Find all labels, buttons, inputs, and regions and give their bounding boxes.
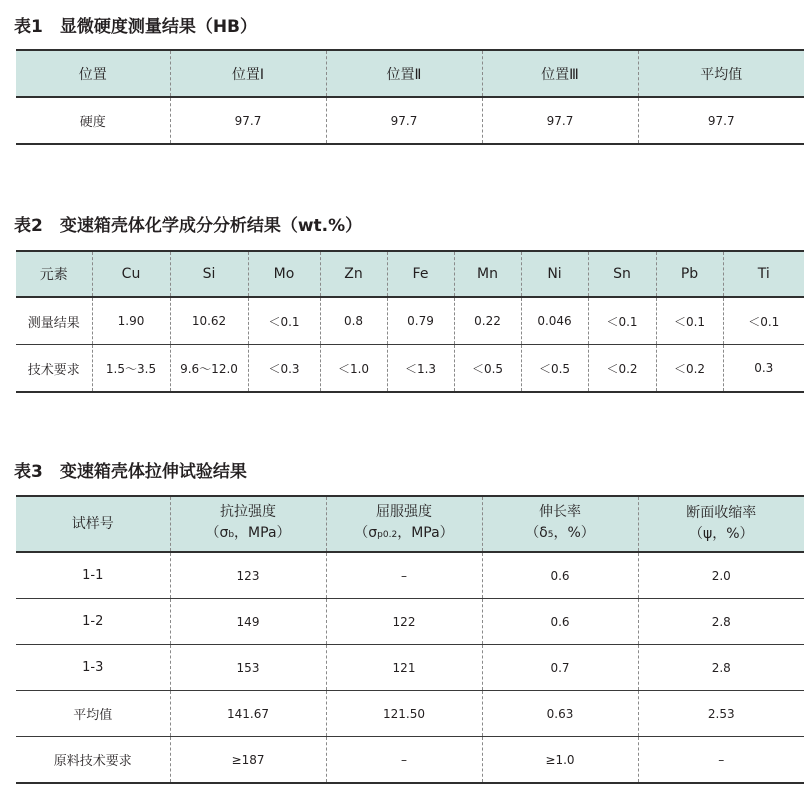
table-cell: 122 <box>326 599 482 645</box>
table-cell: 9.6～12.0 <box>170 345 248 393</box>
table-row <box>16 345 804 393</box>
table-cell: 测量结果 <box>16 297 92 345</box>
table-cell: – <box>638 737 804 784</box>
table-cell: 149 <box>170 599 326 645</box>
chemical-composition-table <box>16 250 804 393</box>
header-unit <box>327 523 482 546</box>
header-cell: 位置Ⅱ <box>326 50 482 97</box>
table-cell: ＜1.0 <box>320 345 387 393</box>
table-cell: ＜0.3 <box>248 345 320 393</box>
table-cell: 1-3 <box>16 645 170 691</box>
header-cell <box>638 496 804 552</box>
header-unit-subscript: 5 <box>547 530 554 540</box>
table-cell: ＜0.1 <box>588 297 656 345</box>
table-cell: ＜0.1 <box>723 297 804 345</box>
header-cell: 位置Ⅲ <box>482 50 638 97</box>
header-cell: Zn <box>320 251 387 297</box>
header-cell: Ni <box>521 251 588 297</box>
table-cell: 10.62 <box>170 297 248 345</box>
table-row <box>16 297 804 345</box>
table-cell: ＜0.5 <box>521 345 588 393</box>
table-cell: 0.79 <box>387 297 454 345</box>
table3-title: 表3 变速箱壳体拉伸试验结果 <box>14 462 247 482</box>
header-unit-symbol: （δ <box>525 525 548 541</box>
table-cell: ＜0.2 <box>656 345 723 393</box>
table-cell: 0.6 <box>482 599 638 645</box>
table-cell: 硬度 <box>16 97 170 144</box>
table-row <box>16 645 804 691</box>
table-cell: 0.7 <box>482 645 638 691</box>
table-cell: 原料技术要求 <box>16 737 170 784</box>
header-unit <box>483 523 638 546</box>
header-cell: Ti <box>723 251 804 297</box>
header-label: 试样号 <box>71 515 114 532</box>
table-cell: 123 <box>170 552 326 599</box>
table-cell: 1.90 <box>92 297 170 345</box>
header-cell: Fe <box>387 251 454 297</box>
header-unit-text: ，MPa） <box>397 525 454 541</box>
table-cell: ＜0.1 <box>248 297 320 345</box>
table-cell: 0.3 <box>723 345 804 393</box>
header-unit-symbol: （σ <box>205 525 229 541</box>
table-row <box>16 737 804 784</box>
table-cell: 141.67 <box>170 691 326 737</box>
table-cell: 0.046 <box>521 297 588 345</box>
table-cell: 97.7 <box>482 97 638 144</box>
header-cell: 位置 <box>16 50 170 97</box>
table-cell: – <box>326 552 482 599</box>
table-cell: 0.8 <box>320 297 387 345</box>
header-unit-subscript: p0.2 <box>377 530 398 540</box>
header-cell: Pb <box>656 251 723 297</box>
header-cell: Mn <box>454 251 521 297</box>
table-cell: 97.7 <box>170 97 326 144</box>
header-label: 断面收缩率 <box>686 505 757 521</box>
table-cell: ＜0.2 <box>588 345 656 393</box>
table2-title: 表2 变速箱壳体化学成分分析结果（wt.%） <box>14 216 363 236</box>
table-cell: 1-1 <box>16 552 170 599</box>
table-cell: 0.6 <box>482 552 638 599</box>
header-cell <box>16 496 170 552</box>
table-cell: 97.7 <box>638 97 804 144</box>
tensile-test-table <box>16 495 804 784</box>
table-row <box>16 552 804 599</box>
header-cell: 平均值 <box>638 50 804 97</box>
header-cell: 元素 <box>16 251 92 297</box>
header-cell: Si <box>170 251 248 297</box>
header-unit: （ψ，%） <box>688 526 754 542</box>
table-cell: 153 <box>170 645 326 691</box>
header-cell: Cu <box>92 251 170 297</box>
table-cell: 0.63 <box>482 691 638 737</box>
table-header-row <box>16 50 804 97</box>
header-unit-text: ，MPa） <box>234 525 291 541</box>
header-unit-symbol: （σ <box>354 525 378 541</box>
header-unit <box>171 523 326 546</box>
table-cell: ＜1.3 <box>387 345 454 393</box>
header-cell: Sn <box>588 251 656 297</box>
table-cell: 97.7 <box>326 97 482 144</box>
table-cell: ≥1.0 <box>482 737 638 784</box>
header-cell: 位置Ⅰ <box>170 50 326 97</box>
table-cell: 2.53 <box>638 691 804 737</box>
header-cell: Mo <box>248 251 320 297</box>
table-cell: 技术要求 <box>16 345 92 393</box>
header-cell <box>326 496 482 552</box>
table-cell: ≥187 <box>170 737 326 784</box>
table-row <box>16 599 804 645</box>
header-cell <box>170 496 326 552</box>
table1-title: 表1 显微硬度测量结果（HB） <box>14 17 258 37</box>
table-cell: 2.8 <box>638 599 804 645</box>
header-cell <box>482 496 638 552</box>
header-label: 抗拉强度 <box>220 504 276 520</box>
header-label: 屈服强度 <box>376 504 432 520</box>
table-cell: – <box>326 737 482 784</box>
table-cell: 1-2 <box>16 599 170 645</box>
header-unit-subscript: b <box>228 530 235 540</box>
header-unit-text: ，%） <box>553 525 595 541</box>
table-header-row <box>16 496 804 552</box>
table-row <box>16 691 804 737</box>
hardness-table <box>16 49 804 145</box>
table-cell: ＜0.1 <box>656 297 723 345</box>
table-cell: 121.50 <box>326 691 482 737</box>
table-cell: 1.5～3.5 <box>92 345 170 393</box>
header-label: 伸长率 <box>539 504 581 520</box>
table-cell: 0.22 <box>454 297 521 345</box>
table-cell: 平均值 <box>16 691 170 737</box>
table-cell: 121 <box>326 645 482 691</box>
table-cell: 2.0 <box>638 552 804 599</box>
table-header-row <box>16 251 804 297</box>
table-cell: 2.8 <box>638 645 804 691</box>
table-row <box>16 97 804 144</box>
table-cell: ＜0.5 <box>454 345 521 393</box>
